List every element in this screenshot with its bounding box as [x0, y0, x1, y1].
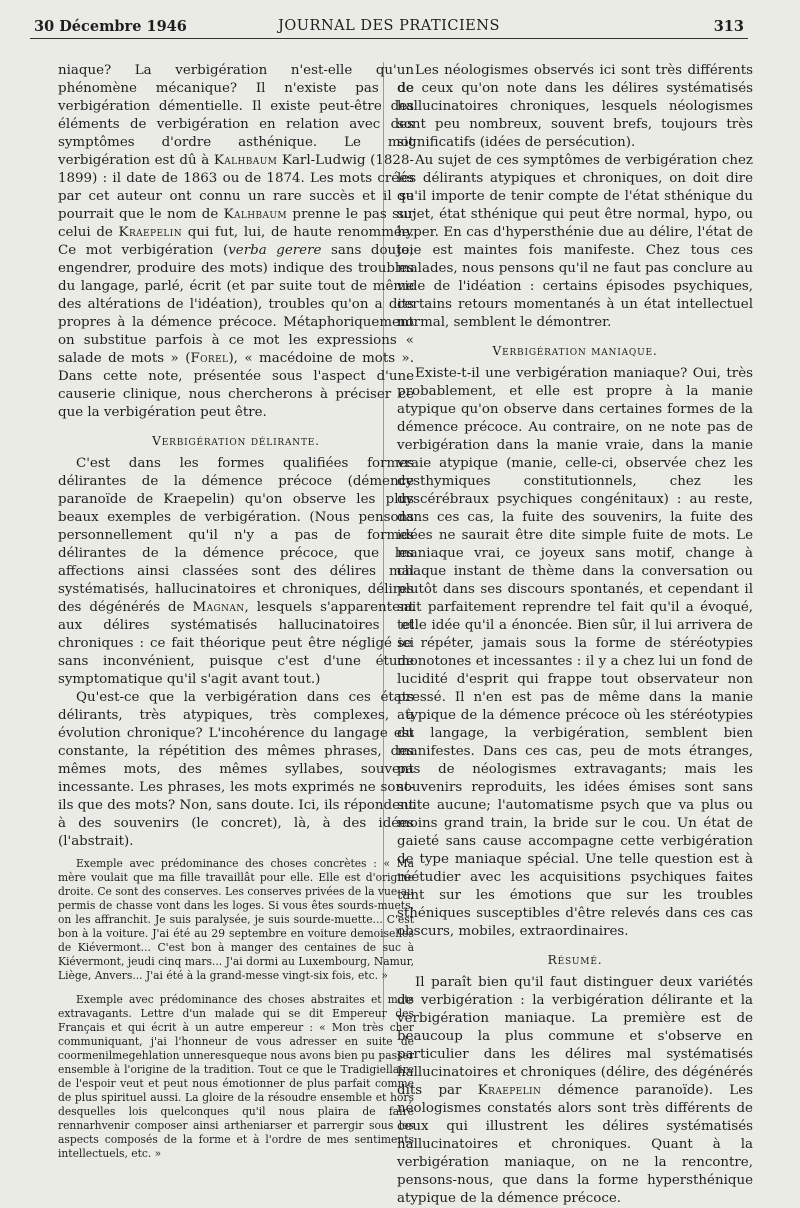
example-abstract: Exemple avec prédominance des choses abstraites et mots extravagants. Lettre d'un malade qui se dit Empereur des Français et qui écrit à un autre empereur : « Mon très cher communiquant, j'ai l'honneur de vous adresser en suite de coormenilmegehlation unneresqueque nous avons bien pu passer ensemble à l'origine de la tradition. Tout ce que le Tradigiellaire de l'espoir veut et peut nous émotionner de plus parfait comme de plus spirituel aussi. La gloire de la résoudre ensemble et hors desquelles lois quelconques qu'il nous plaira de faire rennarhvenir composer ainsi artheniarser et parrergir sous les aspects composés de la forme et à l'ordre de mes sentiments intellectuels, etc. »	[58, 993, 414, 1160]
paragraph-maniaque: Existe-t-il une verbigération maniaque? Oui, très probablement, et elle est propre à la manie atypique qu'on observe dans certaines formes de la démence précoce. Au contraire, on ne note pas de verbigération dans la manie vraie, dans la manie vraie atypique (manie, celle-ci, observée chez les dysthymiques constitutionnels, chez les dyscérébraux psychiques congénitaux) : au reste, dans ces cas, la fuite des souvenirs, la fuite des idées ne saurait être dite simple fuite de mots. Le maniaque vrai, ce joyeux sans motif, change à chaque instant de thème dans la conversation ou plutôt dans ses discours spontanés, et cependant il sait parfaitement reprendre tel fait qu'il a évoqué, telle idée qu'il a énoncée. Bien sûr, il lui arrivera de se répéter, jamais sous la forme de stéréotypies monotones et incessantes : il y a chez lui un fond de lucidité d'esprit qui frappe tout observateur non pressé. Il n'en est pas de même dans la manie atypique de la démence précoce où les stéréotypies du langage, la verbigération, semblent bien manifestes. Dans ces cas, peu de mots étranges, pas de néologismes extravagants; mais les souvenirs reproduits, les idées émises sont sans suite aucune; l'automatisme psych que va plus ou moins grand train, la bride sur le cou. Un état de gaieté sans cause accompagne cette verbigération de type maniaque spécial. Une telle question est à réétudier avec les acquisitions psychiques faites tant sur les émotions que sur les troubles sthéniques susceptibles d'être relevés dans ces cas obscurs, mobiles, extraordinaires.	[397, 366, 753, 939]
paragraph-delirante-2: Qu'est-ce que la verbigération dans ces états délirants, très atypiques, très complexes, à évolution chronique? L'incohérence du langage est constante, la répétition des mêmes phrases, des mêmes mots, des mêmes syllabes, souvent incessante. Les phrases, les mots exprimés ne sont-ils que des mots? Non, sans doute. Ici, ils répondent à des souvenirs (le concret), là, à des idées (l'abstrait).	[58, 690, 414, 849]
author-kraepelin: Kraepelin	[118, 225, 183, 240]
section-heading-maniaque: Verbigération maniaque.	[492, 344, 658, 358]
paragraph-intro-continued: niaque? La verbigération n'est-elle qu'un phénomène mécanique? Il n'existe pas de verbigération démentielle. Il existe peut-être des éléments de verbigération en relation avec des symptômes d'ordre asthénique. Le mot verbigération est dû à Kalhbaum Karl-Ludwig (1828-1899) : il date de 1863 ou de 1874. Les mots créés par cet auteur ont connu un rare succès et il se pourrait que le nom de Kalhbaum prenne le pas sur celui de Kraepelin qui fut, lui, de haute renommée. Ce mot verbigération (verba gerere sans doute; engendrer, produire des mots) indique des troubles du langage, parlé, écrit (et par suite tout de même des altérations de l'idéation), troubles qu'on a dits propres à la démence précoce. Métaphoriquement on substitue parfois à ce mot les expressions « salade de mots » (Forel), « macédoine de mots ». Dans cette note, présentée sous l'aspect d'une causerie clinique, nous chercherons à préciser ce que la verbigération peut être.	[58, 63, 415, 420]
author-kahlbaum: Kalhbaum	[223, 207, 288, 222]
author-kraepelin: Kraepelin	[477, 1083, 542, 1098]
running-header	[30, 16, 748, 39]
paragraph-sthenique: Au sujet de ces symptômes de verbigération chez les délirants atypiques et chroniques, on doit dire qu'il importe de tenir compte de l'état sthénique du sujet, état sthénique qui peut être normal, hypo, ou hyper. En cas d'hypersthénie due au délire, l'état de joie est maintes fois manifeste. Chez tous ces malades, nous pensons qu'il ne faut pas conclure au vide de l'idéation : certains épisodes psychiques, certains retours momentanés à un état intellectuel normal, semblent le démontrer.	[397, 153, 753, 330]
paragraph-delirante-1: C'est dans les formes qualifiées formes délirantes de la démence précoce (démence paranoïde de Kraepelin) qu'on observe les plus beaux exemples de verbigération. (Nous pensons personnellement qu'il n'y a pas de formes délirantes de la démence précoce, que les affections ainsi classées sont des délires mal systématisés, hallucinatoires et chroniques, délires des dégénérés de Magnan, lesquels s'apparentent aux délires systématisés hallucinatoires et chroniques : ce fait théorique peut être négligé ici sans inconvénient, puisque c'est d'une étude symptomatique qu'il s'agit avant tout.)	[58, 456, 414, 687]
author-kahlbaum: Kalhbaum	[213, 153, 278, 168]
example-concrete: Exemple avec prédominance des choses concrètes : « Ma mère voulait que ma fille travaillât pour elle. Elle est d'origine droite. Ce sont des conserves. Les conserves privées de la vue au permis de chasse vont dans les loges. Si vous êtes sourds-muets, on les affranchit. Je suis paralysée, je suis sourde-muette... C'est bon à la voiture. J'ai été au 29 septembre en voiture demoiselles de Kiévermont... C'est bon à manger des centaines de suc à Kiévermont, jeudi cinq mars... J'ai dormi au Luxembourg, Namur, Liège, Anvers... J'ai été à la grand-messe vingt-six fois, etc. »	[58, 857, 414, 982]
latin-term: verba gerere	[228, 243, 322, 258]
journal-title: JOURNAL DES PRATICIENS	[278, 18, 500, 34]
author-forel: Forel	[190, 351, 229, 366]
right-column	[397, 62, 753, 1208]
issue-date: 30 Décembre 1946	[34, 18, 187, 35]
section-heading-delirante: Verbigération délirante.	[152, 434, 320, 448]
paragraph-resume: Il paraît bien qu'il faut distinguer deux variétés de verbigération : la verbigération délirante et la verbigération maniaque. La première est de beaucoup la plus commune et s'observe en particulier dans les délires mal systématisés hallucinatoires et chroniques (délire, des dégénérés dits par Kraepelin démence paranoïde). Les néologismes constatés alors sont très différents de ceux qui illustrent les délires systématisés hallucinatoires et chroniques. Quant à la verbigération maniaque, on ne la rencontre, pensons-nous, que dans la forme hypersthénique atypique de la démence précoce.	[397, 975, 753, 1206]
section-heading-resume: Résumé.	[547, 953, 603, 967]
left-column	[58, 62, 414, 1161]
paragraph-neologismes: Les néologismes observés ici sont très différents de ceux qu'on note dans les délires systématisés hallucinatoires chroniques, lesquels néologismes sont peu nombreux, souvent brefs, toujours très significatifs (idées de persécution).	[397, 63, 753, 150]
page-number: 313	[713, 18, 744, 35]
author-magnan: Magnan	[192, 600, 245, 615]
